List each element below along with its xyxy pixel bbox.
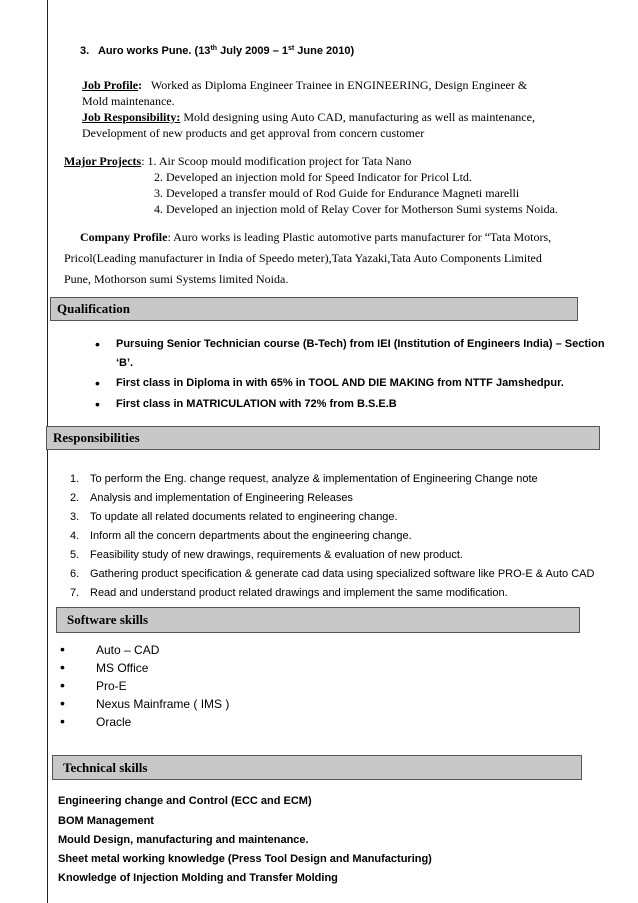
responsibility-number: 5.: [70, 549, 80, 561]
software-skills-header: [56, 607, 580, 633]
bullet-icon: •: [95, 375, 100, 391]
responsibility-item: [70, 473, 538, 485]
responsibility-text: Read and understand product related drawings and implement the same modification.: [90, 587, 508, 599]
responsibility-text: Feasibility study of new drawings, requirements & evaluation of new product.: [90, 549, 463, 561]
company-profile-text: : Auro works is leading Plastic automotive parts manufacturer for “Tata Motors,: [167, 230, 552, 244]
job-resp-label: Job Responsibility:: [82, 110, 181, 124]
bullet-icon: •: [60, 713, 65, 729]
job-profile-colon: :: [138, 78, 143, 92]
responsibilities-title: Responsibilities: [53, 430, 140, 445]
heading-sup: st: [288, 45, 295, 52]
project-item: 3. Developed a transfer mould of Rod Guide for Endurance Magneti marelli: [154, 186, 520, 200]
responsibility-number: 3.: [70, 511, 80, 523]
job-profile: [82, 78, 527, 93]
bullet-icon: •: [60, 641, 65, 657]
job-responsibility: [82, 110, 535, 125]
bullet-icon: •: [95, 336, 100, 352]
experience-number: 3.: [80, 45, 90, 57]
responsibility-text: Inform all the concern departments about the engineering change.: [90, 530, 412, 542]
major-projects-label: Major Projects: [64, 154, 142, 168]
heading-part: June 2010): [294, 45, 355, 57]
technical-skill-item: Sheet metal working knowledge (Press Tool Design and Manufacturing): [58, 853, 432, 865]
responsibilities-header: [46, 426, 600, 450]
responsibility-number: 4.: [70, 530, 80, 542]
responsibility-text: Gathering product specification & generate cad data using specialized software like PRO-E & Auto CAD: [90, 568, 595, 580]
responsibility-item: [70, 530, 412, 542]
job-resp-text-2: Development of new products and get approval from concern customer: [82, 126, 425, 140]
software-skills-title: Software skills: [67, 612, 149, 627]
heading-sup: th: [210, 45, 218, 52]
project-item: 2. Developed an injection mold for Speed Indicator for Pricol Ltd.: [154, 170, 472, 184]
responsibility-number: 2.: [70, 492, 80, 504]
technical-skill-item: Knowledge of Injection Molding and Transfer Molding: [58, 872, 338, 884]
heading-part: July 2009 – 1: [217, 45, 288, 57]
software-skill-item: Nexus Mainframe ( IMS ): [96, 697, 230, 711]
project-item: 4. Developed an injection mold of Relay Cover for Motherson Sumi systems Noida.: [154, 202, 558, 216]
software-skill-item: Oracle: [96, 715, 132, 729]
heading-part: Auro works Pune. (13: [97, 45, 211, 57]
company-profile-label: Company Profile: [80, 230, 168, 244]
qualification-item: ‘B’.: [116, 357, 134, 369]
company-profile-text-3: Pune, Mothorson sumi Systems limited Noida.: [64, 272, 289, 286]
major-projects: [64, 154, 411, 169]
responsibility-item: [70, 511, 398, 523]
software-skill-item: Auto – CAD: [96, 643, 160, 657]
technical-skills-header: [52, 755, 582, 780]
page-left-border: [47, 0, 48, 903]
bullet-icon: •: [60, 659, 65, 675]
job-resp-text: Mold designing using Auto CAD, manufacturing as well as maintenance,: [180, 110, 535, 124]
qualification-header: [50, 297, 578, 321]
experience-heading: [80, 45, 354, 57]
job-profile-label: Job Profile: [82, 78, 139, 92]
qualification-item: First class in Diploma in with 65% in TOOL AND DIE MAKING from NTTF Jamshedpur.: [116, 377, 564, 389]
company-profile-text-2: Pricol(Leading manufacturer in India of Speedo meter),Tata Yazaki,Tata Auto Components Limited: [64, 251, 542, 265]
bullet-icon: •: [95, 396, 100, 412]
responsibility-text: To update all related documents related to engineering change.: [90, 511, 398, 523]
technical-skills-title: Technical skills: [63, 759, 148, 775]
software-skill-item: Pro-E: [96, 679, 127, 693]
responsibility-item: [70, 587, 508, 599]
qualification-title: Qualification: [57, 301, 130, 316]
responsibility-number: 7.: [70, 587, 80, 599]
technical-skill-item: Engineering change and Control (ECC and ECM): [58, 795, 312, 807]
software-skill-item: MS Office: [96, 661, 149, 675]
technical-skill-item: BOM Management: [58, 815, 154, 827]
responsibility-number: 6.: [70, 568, 80, 580]
responsibility-item: [70, 568, 594, 580]
responsibility-text: To perform the Eng. change request, analyze & implementation of Engineering Change note: [90, 473, 538, 485]
responsibility-text: Analysis and implementation of Engineering Releases: [90, 492, 353, 504]
qualification-item: First class in MATRICULATION with 72% from B.S.E.B: [116, 398, 397, 410]
major-projects-colon: :: [141, 154, 148, 168]
responsibility-item: [70, 549, 463, 561]
bullet-icon: •: [60, 695, 65, 711]
project-item: 1. Air Scoop mould modification project for Tata Nano: [147, 154, 412, 168]
company-profile: [80, 230, 602, 245]
responsibility-number: 1.: [70, 473, 80, 485]
job-profile-text: Worked as Diploma Engineer Trainee in ENGINEERING, Design Engineer &: [150, 78, 528, 92]
job-profile-text-2: Mold maintenance.: [82, 94, 175, 108]
technical-skill-item: Mould Design, manufacturing and maintenance.: [58, 834, 309, 846]
qualification-item: Pursuing Senior Technician course (B-Tech) from IEI (Institution of Engineers India) – Section: [116, 338, 605, 350]
bullet-icon: •: [60, 677, 65, 693]
responsibility-item: [70, 492, 353, 504]
